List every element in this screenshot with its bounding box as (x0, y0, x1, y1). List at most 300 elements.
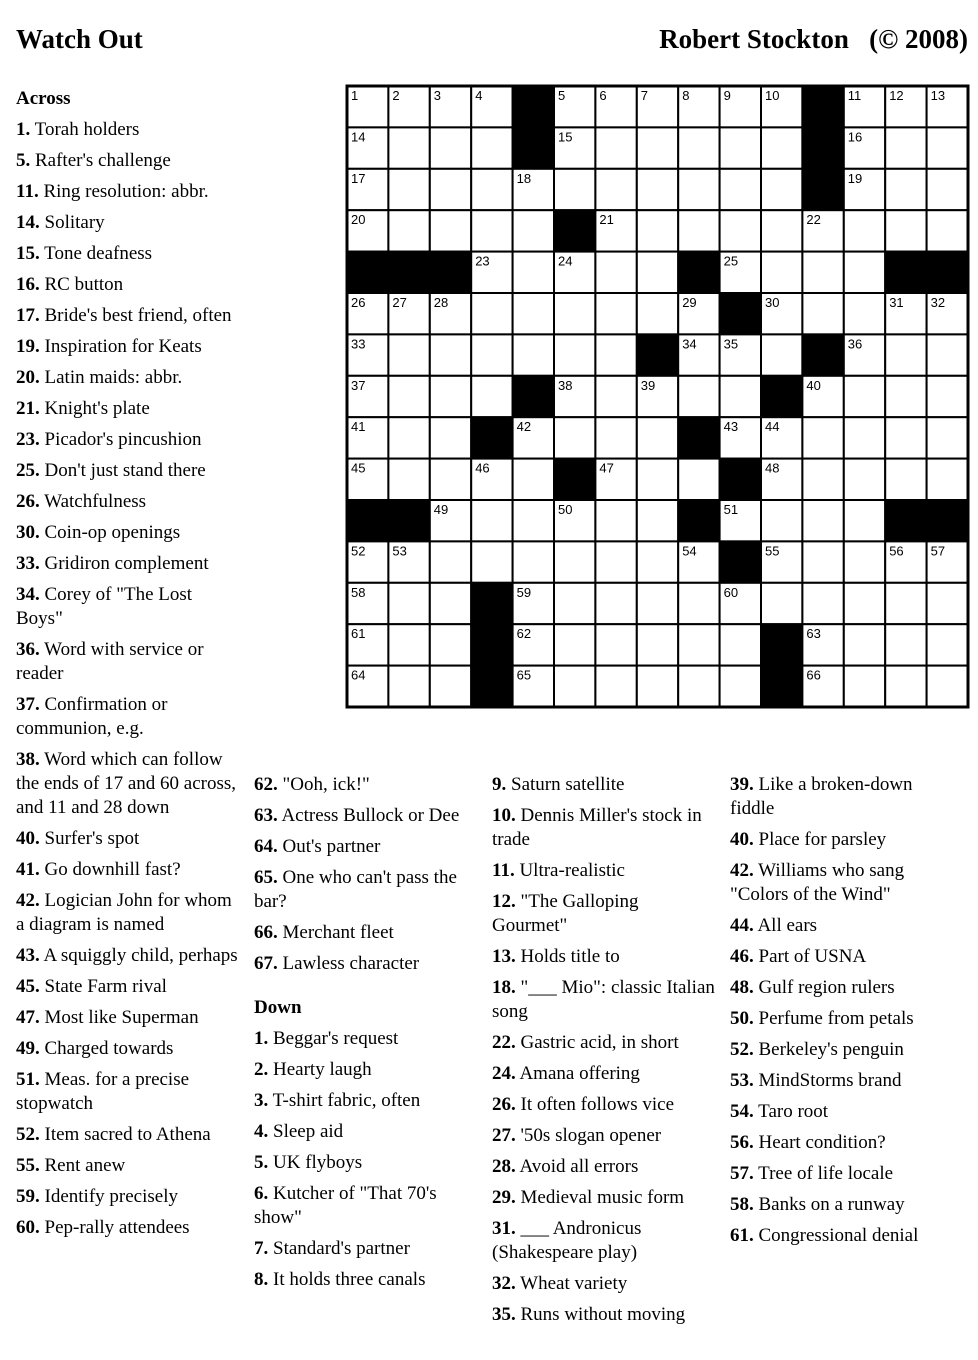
grid-cell (471, 293, 512, 334)
clue-number: 9. (492, 774, 507, 795)
clue-number: 57. (730, 1163, 754, 1184)
grid-cell (885, 624, 926, 665)
cell-number: 51 (723, 502, 739, 517)
grid-cell (430, 417, 471, 458)
cell-number: 37 (351, 377, 366, 393)
across-clue (254, 835, 478, 859)
grid-cell (595, 252, 636, 293)
grid-block (720, 293, 761, 334)
clue-number: 39. (730, 774, 754, 795)
across-clue (254, 866, 478, 914)
clue-number: 30. (16, 522, 40, 543)
cell-number: 34 (682, 336, 697, 352)
clue-number: 60. (16, 1217, 40, 1238)
grid-block (720, 541, 761, 582)
clue-text: Ultra-realistic (519, 860, 625, 881)
cell-number: 9 (723, 88, 731, 103)
cell-number: 18 (516, 170, 532, 186)
clue-text: Berkeley's penguin (758, 1039, 904, 1060)
grid-cell (720, 376, 761, 417)
across-clue (16, 149, 240, 173)
clue-number: 6. (254, 1183, 269, 1204)
grid-cell (637, 417, 678, 458)
grid-cell (595, 624, 636, 665)
clue-text: "___ Mio": classic Italian song (492, 977, 715, 1022)
across-clue (16, 1006, 240, 1030)
clue-text: All ears (757, 915, 818, 936)
clue-column-2 (254, 773, 478, 1299)
grid-cell (637, 210, 678, 251)
grid-cell (471, 500, 512, 541)
grid-block (471, 666, 512, 707)
grid-cell (637, 127, 678, 168)
grid-block (678, 252, 719, 293)
grid-cell (761, 169, 802, 210)
grid-cell (844, 541, 885, 582)
clue-number: 13. (492, 946, 516, 967)
grid-cell (430, 169, 471, 210)
grid-block (388, 252, 429, 293)
clue-text: Ring resolution: abbr. (43, 181, 209, 202)
grid-cell (637, 169, 678, 210)
grid-block (678, 500, 719, 541)
grid-block (761, 666, 802, 707)
clue-text: Gulf region rulers (758, 977, 895, 998)
grid-cell (595, 169, 636, 210)
grid-cell (388, 169, 429, 210)
clue-number: 37. (16, 694, 40, 715)
across-clue (16, 1068, 240, 1116)
grid-cell (927, 334, 968, 375)
grid-cell (927, 417, 968, 458)
cell-number: 16 (847, 129, 863, 145)
clue-number: 36. (16, 639, 40, 660)
clue-text: Amana offering (519, 1063, 640, 1084)
down-clue (492, 1031, 716, 1055)
grid-cell (388, 417, 429, 458)
clue-text: State Farm rival (44, 976, 167, 997)
cell-number: 6 (599, 88, 607, 103)
grid-cell (720, 624, 761, 665)
clue-number: 46. (730, 946, 754, 967)
cell-number: 26 (351, 295, 366, 310)
grid-cell (802, 417, 843, 458)
across-clue (16, 428, 240, 452)
cell-number: 43 (723, 419, 739, 435)
clue-number: 25. (16, 460, 40, 481)
grid-cell (637, 666, 678, 707)
cell-number: 33 (351, 336, 366, 352)
down-clue (254, 1182, 478, 1230)
grid-cell (678, 583, 719, 624)
grid-cell (595, 583, 636, 624)
grid-block (388, 500, 429, 541)
clue-text: A squiggly child, perhaps (43, 945, 238, 966)
cell-number: 27 (392, 295, 407, 310)
grid-cell (927, 666, 968, 707)
down-clue (730, 1224, 954, 1248)
down-clue (492, 1186, 716, 1210)
grid-block (347, 252, 388, 293)
clue-text: MindStorms brand (758, 1070, 902, 1091)
grid-cell (471, 169, 512, 210)
clue-text: Gridiron complement (44, 553, 209, 574)
grid-cell (885, 376, 926, 417)
clue-text: Like a broken-down fiddle (730, 774, 913, 819)
clue-number: 7. (254, 1238, 269, 1259)
grid-cell (430, 127, 471, 168)
clue-number: 21. (16, 398, 40, 419)
grid-cell (430, 624, 471, 665)
clue-number: 59. (16, 1186, 40, 1207)
down-clue (730, 945, 954, 969)
grid-cell (761, 127, 802, 168)
clue-number: 64. (254, 836, 278, 857)
clue-text: Torah holders (34, 119, 140, 140)
down-clue (492, 859, 716, 883)
down-clue (492, 1093, 716, 1117)
grid-cell (595, 334, 636, 375)
across-clue (16, 490, 240, 514)
cell-number: 54 (682, 543, 697, 559)
across-clue (16, 335, 240, 359)
across-clue (16, 889, 240, 937)
grid-block (637, 334, 678, 375)
grid-cell (844, 624, 885, 665)
clue-number: 48. (730, 977, 754, 998)
grid-cell (761, 210, 802, 251)
clue-number: 44. (730, 915, 754, 936)
clue-number: 35. (492, 1304, 516, 1325)
across-clue (16, 242, 240, 266)
grid-cell (844, 293, 885, 334)
clue-number: 56. (730, 1132, 754, 1153)
grid-cell (388, 583, 429, 624)
clue-text: Out's partner (282, 836, 381, 857)
clue-number: 27. (492, 1125, 516, 1146)
grid-cell (802, 252, 843, 293)
cell-number: 22 (806, 212, 821, 228)
grid-block (802, 127, 843, 168)
clue-number: 34. (16, 584, 40, 605)
clue-text: Merchant fleet (282, 922, 394, 943)
down-clue (492, 976, 716, 1024)
clue-number: 15. (16, 243, 40, 264)
grid-cell (678, 169, 719, 210)
clue-number: 31. (492, 1218, 516, 1239)
clue-text: Identify precisely (44, 1186, 178, 1207)
clue-number: 45. (16, 976, 40, 997)
grid-cell (844, 583, 885, 624)
grid-cell (513, 500, 554, 541)
across-clue (254, 804, 478, 828)
grid-cell (554, 624, 595, 665)
cell-number: 21 (599, 212, 614, 228)
cell-number: 44 (765, 419, 780, 435)
grid-cell (430, 334, 471, 375)
down-clue (730, 1100, 954, 1124)
clue-text: Runs without moving (520, 1304, 686, 1325)
grid-cell (471, 210, 512, 251)
clue-text: Rent anew (44, 1155, 126, 1176)
clue-number: 52. (16, 1124, 40, 1145)
cell-number: 36 (847, 336, 863, 352)
grid-cell (844, 376, 885, 417)
grid-cell (885, 169, 926, 210)
grid-cell (471, 334, 512, 375)
across-clue (16, 858, 240, 882)
clue-text: Williams who sang "Colors of the Wind" (730, 860, 905, 905)
cell-number: 20 (351, 212, 366, 228)
cell-number: 47 (599, 460, 614, 476)
grid-cell (554, 583, 595, 624)
clue-number: 42. (730, 860, 754, 881)
cell-number: 45 (351, 460, 366, 476)
down-clue (492, 804, 716, 852)
grid-cell (927, 583, 968, 624)
clue-text: Heart condition? (758, 1132, 886, 1153)
clue-number: 26. (16, 491, 40, 512)
down-clue (492, 1303, 716, 1327)
cell-number: 28 (433, 295, 449, 310)
across-clue (16, 273, 240, 297)
grid-cell (637, 624, 678, 665)
clue-number: 40. (730, 829, 754, 850)
cell-number: 52 (351, 543, 366, 559)
down-clue (254, 1089, 478, 1113)
clue-text: Charged towards (44, 1038, 174, 1059)
grid-cell (388, 459, 429, 500)
grid-block (430, 252, 471, 293)
clue-number: 23. (16, 429, 40, 450)
across-clue (16, 397, 240, 421)
grid-cell (678, 127, 719, 168)
cell-number: 14 (351, 129, 366, 145)
grid-cell (595, 127, 636, 168)
clue-text: Saturn satellite (511, 774, 625, 795)
cell-number: 1 (351, 88, 359, 103)
across-clue (16, 827, 240, 851)
grid-cell (595, 666, 636, 707)
clue-text: Logician John for whom a diagram is named (16, 890, 232, 935)
clue-text: Inspiration for Keats (44, 336, 202, 357)
clue-text: Standard's partner (273, 1238, 410, 1259)
clue-number: 3. (254, 1090, 269, 1111)
down-clue (730, 859, 954, 907)
clue-number: 14. (16, 212, 40, 233)
clue-text: Medieval music form (520, 1187, 685, 1208)
cell-number: 32 (930, 295, 946, 310)
grid-cell (927, 624, 968, 665)
clue-text: Part of USNA (758, 946, 867, 967)
cell-number: 57 (930, 543, 946, 559)
across-clue (16, 1216, 240, 1240)
cell-number: 31 (889, 295, 904, 310)
grid-block (513, 86, 554, 127)
cell-number: 62 (516, 626, 532, 642)
clue-number: 17. (16, 305, 40, 326)
clue-text: Actress Bullock or Dee (281, 805, 460, 826)
clue-text: Wheat variety (520, 1273, 628, 1294)
down-clue (492, 945, 716, 969)
grid-block (513, 127, 554, 168)
grid-cell (388, 127, 429, 168)
grid-cell (430, 583, 471, 624)
across-clue (16, 1037, 240, 1061)
grid-cell (761, 500, 802, 541)
grid-cell (844, 417, 885, 458)
cell-number: 66 (806, 667, 821, 683)
cell-number: 7 (640, 88, 649, 103)
cell-number: 48 (765, 460, 780, 476)
cell-number: 38 (558, 377, 573, 393)
grid-cell (388, 334, 429, 375)
clue-number: 43. (16, 945, 40, 966)
clue-text: "The Galloping Gourmet" (492, 891, 639, 936)
cell-number: 60 (723, 584, 739, 600)
clue-number: 11. (16, 181, 39, 202)
clue-number: 1. (254, 1028, 269, 1049)
clue-number: 62. (254, 774, 278, 795)
grid-block (802, 334, 843, 375)
across-clue (16, 118, 240, 142)
clue-number: 5. (16, 150, 31, 171)
cell-number: 4 (475, 88, 483, 103)
grid-cell (885, 666, 926, 707)
clue-number: 66. (254, 922, 278, 943)
cell-number: 63 (806, 626, 821, 642)
grid-block (885, 500, 926, 541)
cell-number: 25 (723, 253, 739, 269)
clue-number: 8. (254, 1269, 269, 1290)
clue-number: 65. (254, 867, 278, 888)
clue-number: 33. (16, 553, 40, 574)
across-clue (254, 952, 478, 976)
grid-cell (678, 624, 719, 665)
down-clue (254, 1151, 478, 1175)
clue-column-4 (730, 773, 954, 1255)
clue-text: '50s slogan opener (520, 1125, 662, 1146)
across-clue (16, 552, 240, 576)
grid-cell (388, 376, 429, 417)
grid-cell (554, 293, 595, 334)
grid-cell (637, 541, 678, 582)
clue-number: 49. (16, 1038, 40, 1059)
grid-cell (885, 334, 926, 375)
across-clue (254, 921, 478, 945)
down-clue (730, 1069, 954, 1093)
grid-cell (678, 210, 719, 251)
grid-cell (927, 459, 968, 500)
grid-cell (885, 127, 926, 168)
clue-number: 51. (16, 1069, 40, 1090)
crossword-grid (344, 83, 972, 711)
across-clue (16, 1154, 240, 1178)
clue-text: "Ooh, ick!" (282, 774, 370, 795)
clue-number: 4. (254, 1121, 269, 1142)
cell-number: 8 (682, 88, 690, 103)
grid-cell (802, 583, 843, 624)
grid-block (347, 500, 388, 541)
across-clue (16, 180, 240, 204)
down-clue (730, 1038, 954, 1062)
clue-text: Coin-op openings (44, 522, 181, 543)
across-clue (16, 304, 240, 328)
clue-number: 16. (16, 274, 40, 295)
across-clue (16, 366, 240, 390)
clue-text: Word with service or reader (16, 639, 204, 684)
clue-text: Bride's best friend, often (44, 305, 232, 326)
clue-number: 61. (730, 1225, 754, 1246)
grid-cell (388, 624, 429, 665)
grid-cell (927, 127, 968, 168)
grid-cell (720, 210, 761, 251)
across-clue (16, 944, 240, 968)
grid-cell (554, 334, 595, 375)
grid-cell (471, 127, 512, 168)
grid-block (927, 500, 968, 541)
clue-number: 47. (16, 1007, 40, 1028)
clue-column-1 (16, 87, 240, 1247)
down-clue (254, 1120, 478, 1144)
clue-text: Corey of "The Lost Boys" (16, 584, 193, 629)
clue-text: T-shirt fabric, often (272, 1090, 421, 1111)
grid-block (720, 459, 761, 500)
grid-cell (885, 210, 926, 251)
grid-cell (927, 169, 968, 210)
clue-text: Meas. for a precise stopwatch (16, 1069, 190, 1114)
down-clue (492, 773, 716, 797)
grid-cell (885, 417, 926, 458)
grid-cell (678, 376, 719, 417)
cell-number: 23 (475, 253, 490, 269)
clue-text: Knight's plate (44, 398, 150, 419)
clue-text: Kutcher of "That 70's show" (254, 1183, 437, 1228)
clue-text: Place for parsley (758, 829, 887, 850)
grid-cell (595, 541, 636, 582)
clue-text: Solitary (44, 212, 105, 233)
grid-cell (637, 583, 678, 624)
clue-text: One who can't pass the bar? (254, 867, 457, 912)
cell-number: 53 (392, 543, 407, 559)
clue-text: Taro root (758, 1101, 829, 1122)
clue-text: Don't just stand there (44, 460, 206, 481)
cell-number: 40 (806, 377, 821, 393)
grid-block (471, 583, 512, 624)
down-clue (254, 1058, 478, 1082)
grid-cell (388, 666, 429, 707)
clue-text: Picador's pincushion (44, 429, 202, 450)
grid-cell (678, 459, 719, 500)
cell-number: 56 (889, 543, 904, 559)
cell-number: 59 (516, 584, 532, 600)
clue-text: Lawless character (282, 953, 420, 974)
grid-cell (844, 459, 885, 500)
grid-cell (844, 666, 885, 707)
clue-text: Holds title to (520, 946, 620, 967)
down-clue (730, 914, 954, 938)
grid-block (927, 252, 968, 293)
grid-cell (554, 666, 595, 707)
grid-cell (802, 500, 843, 541)
clue-number: 11. (492, 860, 515, 881)
cell-number: 58 (351, 584, 366, 600)
clue-number: 10. (492, 805, 516, 826)
clue-number: 26. (492, 1094, 516, 1115)
grid-cell (388, 210, 429, 251)
cell-number: 35 (723, 336, 739, 352)
cell-number: 13 (930, 88, 946, 103)
